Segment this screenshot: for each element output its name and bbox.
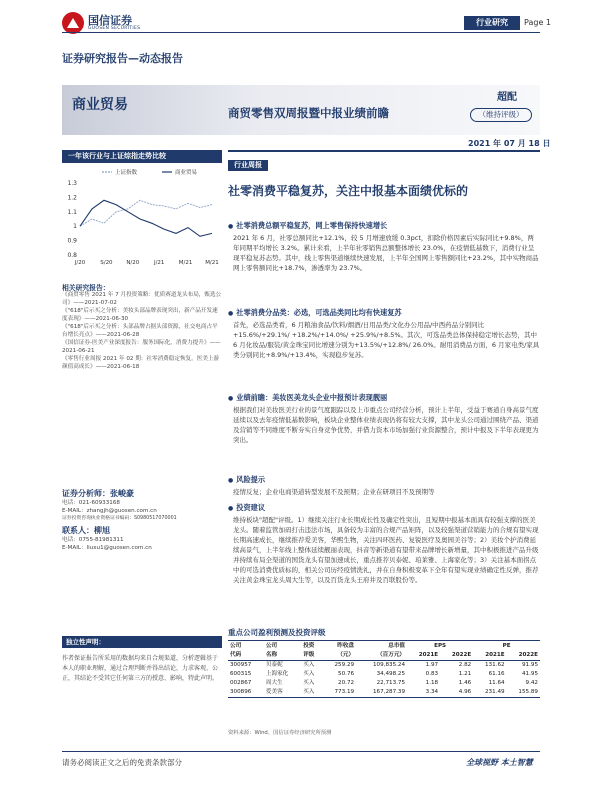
- disclaimer-text: 作者保证报告所采用的数据均来自合规渠道，分析逻辑基于本人的职业理解，通过合理判断并得出结论，力求客观、公正，其结论不受其它任何第三方的授意、影响，特此声明。: [62, 655, 219, 682]
- footer-slogan: 全球视野 本土智慧: [466, 758, 533, 767]
- table-cell: 600315: [230, 671, 252, 677]
- table-row: [228, 688, 540, 698]
- table-cell: 4.96: [440, 688, 473, 698]
- index-comparison-chart: [62, 165, 222, 270]
- table-cell: 300896: [228, 688, 264, 698]
- table-row: [228, 661, 540, 671]
- th: 2021E: [407, 651, 440, 661]
- footer-divider: [62, 751, 540, 752]
- table-cell: 50.76: [338, 671, 355, 677]
- table-cell: 41.95: [521, 671, 538, 677]
- section-retail-total: [228, 221, 540, 273]
- section-title: ● 投资建议: [228, 503, 540, 514]
- footer-disclaimer: 请务必阅读正文之后的免责条款部分: [62, 758, 182, 767]
- table-cell: 3.34: [407, 688, 440, 698]
- x-tick-label: M/21: [178, 260, 193, 266]
- related-item[interactable]: 《商贸零售 2021 年 7 月投资策略：优质赛道龙头布局，甄选公司》——2021-07-02: [62, 292, 222, 306]
- table-cell: 贝泰妮: [265, 662, 283, 668]
- table-cell: 002867: [230, 680, 252, 686]
- report-series: 证券研究报告—动态报告: [62, 52, 183, 65]
- x-tick-label: J/21: [153, 260, 165, 266]
- report-type-badge: 行业研究: [464, 16, 520, 30]
- th: 2022E: [507, 651, 540, 661]
- table-row: [228, 670, 540, 679]
- th: 2022E: [440, 651, 473, 661]
- analyst-block: [62, 488, 222, 552]
- th: 代码: [228, 651, 264, 661]
- table-cell: 20.72: [338, 680, 355, 686]
- logo-cn: 国信证券: [88, 14, 132, 27]
- related-research-list: [62, 291, 222, 371]
- related-item[interactable]: 《国信证券-医美产业深度报告：服务国际化，消费力提升》——2021-06-21: [62, 340, 221, 354]
- table-cell: 买入: [303, 662, 315, 668]
- page-number: Page 1: [524, 18, 551, 27]
- section-investment-advice: [228, 503, 540, 585]
- rating: 超配: [497, 92, 517, 103]
- table-cell: 22,713.75: [376, 680, 406, 686]
- chart-section-bar: 一年该行业与上证综指走势比较: [62, 150, 222, 163]
- section-body: 维持板块"超配"评级。1）继续关注行业长期成长性及确定性突出，且短期中报基本面具有较强支撑的医美龙头。随着监管加码打击违法市场，具备较为丰富的合规产品矩阵，以及较强渠道营销能力的合规有望实现长期高速成长，继续推荐爱美客，华熙生物，关注四环医药、复锐医疗及奥园美谷等；2）美妆个护消费延续高景气，上半年线上整体延续靓丽表现，抖音等新渠道有望带来品牌增长新增量，其中积极推进产品升级并持续布局全渠道的国货龙头有望加速成长，重点推荐贝泰妮、珀莱雅、上海家化等；3）关注基本面拐点中的可选消费优质标的，相关公司历经疫情洗礼，并在自身积极变革下全年有望实现业绩确定性反弹，推荐关注黄金珠宝龙头周大生等，以及百货龙头王府井及百联股份等。: [233, 516, 539, 584]
- table-cell: 34,498.25: [376, 671, 406, 677]
- table-cell: 109,835.24: [373, 662, 406, 668]
- th: （元）: [323, 651, 356, 661]
- report-date: 2021 年 07 月 18 日: [468, 139, 551, 148]
- x-tick-label: J/20: [74, 260, 86, 266]
- section-earnings-preview: [228, 393, 540, 445]
- table-cell: 买入: [303, 680, 315, 686]
- analyst2-email[interactable]: E-MAIL：liuxu1@guosen.com.cn: [62, 545, 152, 551]
- th: 评级: [301, 651, 323, 661]
- logo-en: GUOSEN SECURITIES: [88, 26, 141, 31]
- industry-name: 商业贸易: [72, 97, 128, 113]
- table-cell: 91.95: [521, 662, 538, 668]
- table-cell: 131.62: [485, 662, 505, 668]
- analyst2-tel: 电话：0755-81981311: [62, 537, 124, 543]
- th: 总市值: [388, 643, 406, 649]
- table-cell: 300957: [230, 662, 252, 668]
- th-pe: PE: [502, 643, 511, 649]
- analyst1-tel: 电话：021-60933168: [62, 500, 120, 506]
- table-cell: 0.83: [425, 671, 439, 677]
- section-body: 2021 年 6 月，社零总额同比+12.1%，较 5 月增速放缓 0.3pct，扣除价格因素后实际同比+9.8%，两年同期平均增长 3.2%。累计来看，上半年社零销售总额整体增长 23.0%，在疫情低基数下，消费行业呈现平稳复苏态势。其中，线上零售渠道继续快速发展，上半年全国网上零售额同比+23.2%，其中实物商品网上零售额同比+18.7%，渗透率为 23.7%。: [233, 234, 539, 272]
- table-cell: 773.19: [323, 688, 356, 698]
- table-cell: 周大生: [265, 680, 283, 686]
- weekly-bar: [228, 150, 540, 169]
- table-cell: 9.42: [525, 680, 538, 686]
- related-research-title: 相关研究报告：: [62, 284, 110, 292]
- table-cell: 231.49: [473, 688, 506, 698]
- analyst1-email[interactable]: E-MAIL：zhangjh@guosen.com.cn: [62, 508, 157, 514]
- th: 2021E: [473, 651, 506, 661]
- analyst1-cert: 证券投资咨询执业资格证书编码：S0980517070001: [62, 516, 177, 521]
- th: 名称: [264, 651, 301, 661]
- x-tick-label: M/21: [205, 260, 219, 266]
- headline: 社零消费平稳复苏，关注中报基本面绩优标的: [228, 184, 469, 198]
- logo-mark-icon: [62, 12, 84, 34]
- table-cell: 11.64: [488, 680, 505, 686]
- table-cell: 167,287.39: [356, 688, 407, 698]
- th: （百万元）: [356, 651, 407, 661]
- table-cell: 1.18: [425, 680, 439, 686]
- section-body: 首先，必选品类看，6 月粮油食品/饮料/烟酒/日用品类/文化办公用品/中西药品分别同比+15.6%/+29.1%/ +18.2%/+14.0%/ +25.9%/+8.5%。其次，可选品类总体保持稳定增长态势，其中 6 月化妆品/服装/黄金珠宝同比增速分别为+13.5%/+12.8%/ 26.0%。耐用消费品方面，6 月家电类/家具类分别同比+8.9%/+13.4%，实现稳步复苏。: [233, 321, 540, 359]
- table-cell: 买入: [301, 688, 323, 698]
- x-tick-label: S/20: [100, 260, 113, 266]
- y-tick-label: 0.9: [67, 237, 77, 245]
- related-item[interactable]: 《"618"后示买之分析：美妆头部品牌表现突出，新产品开发速度表现》——2021-06-30: [62, 308, 218, 322]
- analyst1-name: 证券分析师：张峻豪: [62, 489, 134, 498]
- y-tick-label: 1.3: [67, 180, 77, 187]
- forecast-table-title: 重点公司盈利预测及投资评级: [228, 627, 540, 641]
- section-title: ● 社零消费总额平稳复苏，网上零售保持快速增长: [228, 221, 540, 232]
- table-cell: 2.82: [458, 662, 472, 668]
- section-title: ● 业绩前瞻：美妆医美龙头企业中报预计表现靓丽: [228, 393, 540, 404]
- y-tick-label: 1.1: [67, 208, 77, 216]
- forecast-table: [228, 642, 540, 698]
- table-cell: 1.21: [458, 671, 472, 677]
- table-cell: 爱美客: [264, 688, 301, 698]
- table-cell: 155.89: [507, 688, 540, 698]
- x-tick-label: N/20: [126, 260, 140, 266]
- y-tick-label: 1.2: [67, 194, 77, 202]
- section-title: ● 风险提示: [228, 475, 540, 486]
- series-line-1: [80, 200, 212, 236]
- table-cell: 1.97: [425, 662, 439, 668]
- section-body: 疫情反复；企业电商渠道转型发展不及预期；企业在研项目不及预期等: [233, 488, 435, 496]
- table-cell: 上海家化: [265, 671, 289, 677]
- table-cell: 1.46: [458, 680, 472, 686]
- related-item[interactable]: 《零售行业周报 2021 年 02 期：社零消费稳定恢复，医美上游颜值高成长》——2021-06-18: [62, 356, 220, 370]
- legend-label: 商业贸易: [175, 170, 198, 176]
- th: 公司: [265, 643, 278, 649]
- section-body: 根据我们对美妆医美行业的景气度跟踪以及上市重点公司经营分析，预计上半年，受益于赛道自身高景气度延续以及去年疫情低基数影响，板块企业整体业绩表现仍将有较大支撑，其中龙头公司通过围绕产品、渠道及营销等不同维度不断夯实自身竞争优势，并借力资本市场加强行业资源整合，预计中报及下半年表现更为突出。: [233, 406, 539, 444]
- disclaimer-bar: 独立性声明：: [62, 636, 222, 648]
- analyst2-name: 联系人：柳旭: [62, 526, 110, 535]
- th: 投资: [303, 643, 315, 649]
- rating-sub: （维持评级）: [470, 108, 532, 122]
- th: 公司: [230, 643, 242, 649]
- related-item[interactable]: 《"618"后示买之分析：头部品牌占据头部资源，社交电商占平台增长亮点》——2021-06-28: [62, 324, 218, 338]
- table-cell: 买入: [303, 671, 315, 677]
- legend-label: 上证指数: [115, 170, 138, 176]
- section-category: [228, 308, 540, 360]
- y-tick-label: 0.8: [67, 252, 77, 259]
- y-tick-label: 1: [73, 223, 77, 231]
- th-eps: EPS: [434, 643, 447, 649]
- section-title: ● 社零消费分品类：必选，可选品类同比均有快速复苏: [228, 308, 540, 319]
- table-cell: 61.16: [488, 671, 505, 677]
- weekly-label: 行业周报: [228, 160, 268, 171]
- th: 昨收盘: [337, 643, 355, 649]
- table-cell: 259.29: [334, 662, 355, 668]
- report-title: 商贸零售双周报暨中报业绩前瞻: [228, 106, 389, 120]
- header-divider: [62, 32, 540, 33]
- table-source: 资料来源：Wind、国信证券经济研究所预测: [228, 730, 332, 736]
- section-risk: [228, 475, 540, 497]
- series-line-0: [80, 200, 212, 226]
- table-row: [228, 679, 540, 688]
